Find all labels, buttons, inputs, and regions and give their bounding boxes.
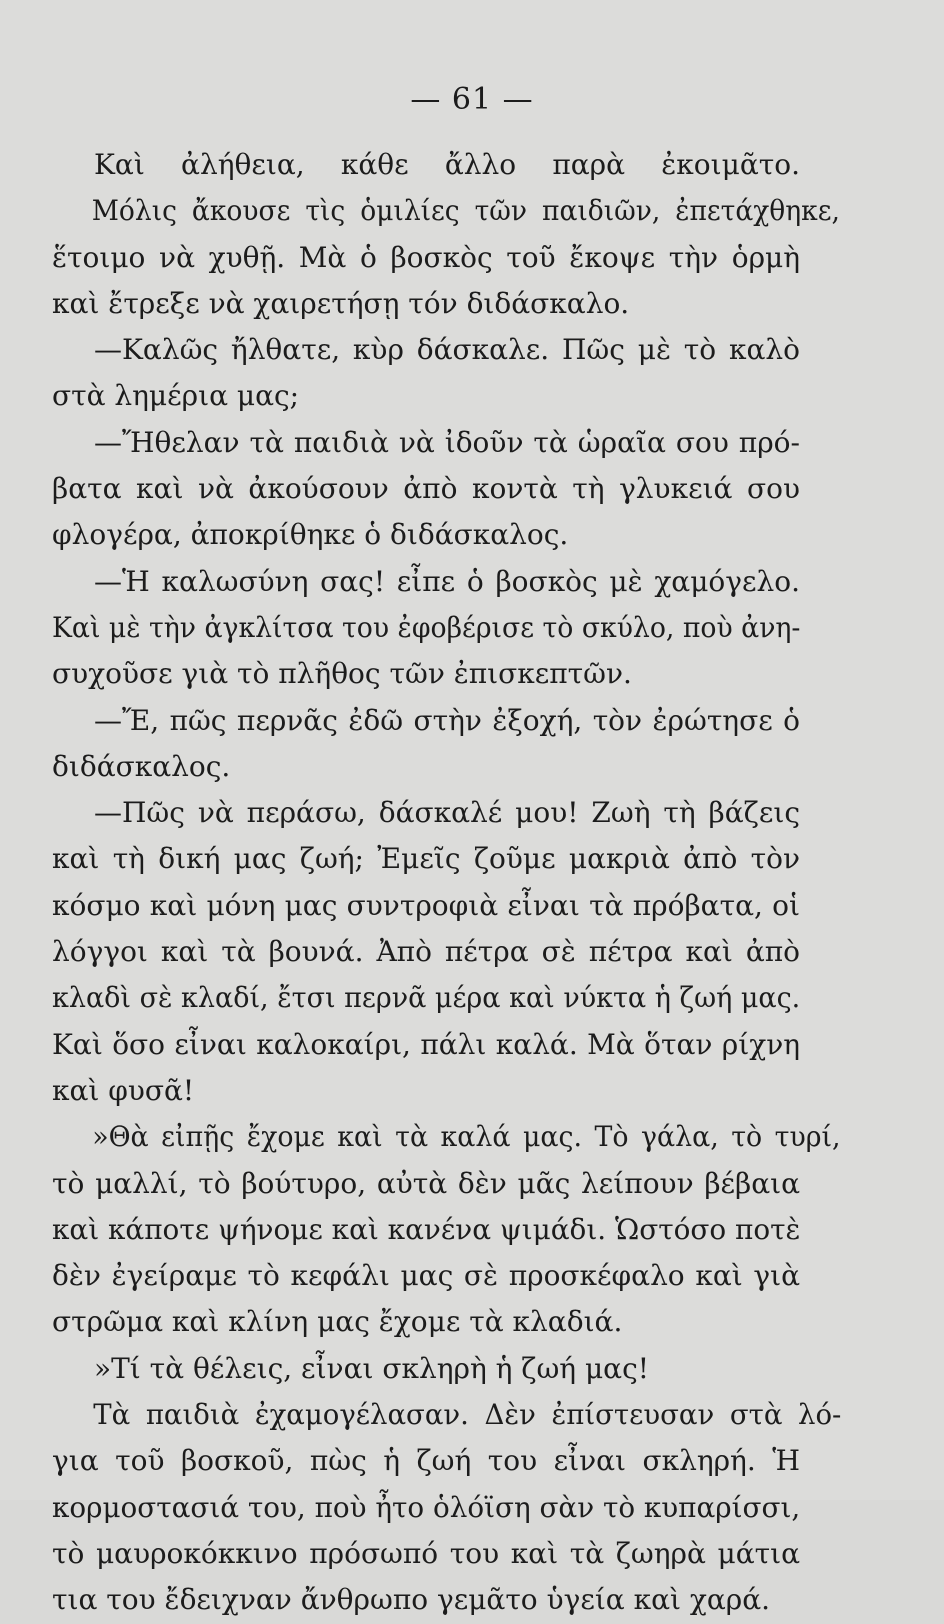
text-line: τὸ μαλλί, τὸ βούτυρο, αὐτὰ δὲν μᾶς λείπουν βέβαια — [52, 1166, 800, 1200]
text-line: ἕτοιμο νὰ χυθῇ. Μὰ ὁ βοσκὸς τοῦ ἔκοψε τὴν ὁρμὴ — [52, 240, 800, 274]
text-line: Καὶ ἀλήθεια, κάθε ἄλλο παρὰ ἐκοιμᾶτο. — [94, 148, 800, 181]
text-line: Καὶ ὅσο εἶναι καλοκαίρι, πάλι καλά. Μὰ ὅταν ρίχνη — [52, 1027, 800, 1061]
text-line: κλαδὶ σὲ κλαδί, ἔτσι περνᾶ μέρα καὶ νύκτα ἡ ζωή μας. — [52, 981, 801, 1015]
text-line: τὸ μαυροκόκκινο πρόσωπό του καὶ τὰ ζωηρὰ μάτια — [52, 1536, 800, 1570]
text-line: στὰ λημέρια μας; — [52, 379, 300, 413]
text-line: —Ἔ, πῶς περνᾶς ἐδῶ στὴν ἐξοχή, τὸν ἐρώτησε ὁ — [94, 703, 800, 737]
text-line: λόγγοι καὶ τὰ βουνά. Ἀπὸ πέτρα σὲ πέτρα καὶ ἀπὸ — [52, 935, 800, 969]
body-text — [52, 142, 842, 1624]
text-line: —Πῶς νὰ περάσω, δάσκαλέ μου! Ζωὴ τὴ βάζεις — [94, 796, 800, 830]
page-number: — 61 — — [410, 82, 534, 117]
text-line: καὶ κάποτε ψήνομε καὶ κανένα ψιμάδι. Ὡστόσο ποτὲ — [52, 1212, 801, 1246]
text-line: »Θὰ εἰπῇς ἔχομε καὶ τὰ καλά μας. Τὸ γάλα, τὸ τυρί, — [92, 1120, 841, 1154]
text-line: βατα καὶ νὰ ἀκούσουν ἀπὸ κοντὰ τὴ γλυκειά σου — [52, 472, 800, 506]
text-line: καὶ φυσᾶ! — [52, 1073, 195, 1107]
text-line: κόσμο καὶ μόνη μας συντροφιὰ εἶναι τὰ πρόβατα, οἱ — [52, 888, 800, 922]
text-line: φλογέρα, ἀποκρίθηκε ὁ διδάσκαλος. — [52, 518, 569, 552]
text-line: συχοῦσε γιὰ τὸ πλῆθος τῶν ἐπισκεπτῶν. — [52, 657, 632, 691]
text-line: τια του ἔδειχναν ἄνθρωπο γεμᾶτο ὑγεία καὶ χαρά. — [52, 1583, 771, 1617]
text-line: καὶ ἔτρεξε νὰ χαιρετήσῃ τόν διδάσκαλο. — [52, 286, 630, 320]
text-line: διδάσκαλος. — [52, 749, 231, 783]
text-line: δὲν ἐγείραμε τὸ κεφάλι μας σὲ προσκέφαλο καὶ γιὰ — [52, 1259, 800, 1293]
text-line: Τὰ παιδιὰ ἐχαμογέλασαν. Δὲν ἐπίστευσαν στὰ λό- — [93, 1398, 842, 1432]
text-line: Καὶ μὲ τὴν ἀγκλίτσα του ἐφοβέρισε τὸ σκύλο, ποὺ ἀνη- — [52, 610, 801, 644]
text-line: —Καλῶς ἤλθατε, κὺρ δάσκαλε. Πῶς μὲ τὸ καλὸ — [94, 333, 800, 367]
text-line: »Τί τὰ θέλεις, εἶναι σκληρὴ ἡ ζωή μας! — [94, 1351, 650, 1385]
text-line: —Ἡ καλωσύνη σας! εἶπε ὁ βοσκὸς μὲ χαμόγελο. — [94, 564, 800, 598]
text-line: στρῶμα καὶ κλίνη μας ἔχομε τὰ κλαδιά. — [52, 1305, 623, 1339]
text-line: Μόλις ἄκουσε τὶς ὁμιλίες τῶν παιδιῶν, ἐπετάχθηκε, — [91, 194, 840, 228]
text-line: για τοῦ βοσκοῦ, πὼς ἡ ζωή του εἶναι σκληρή. Ἡ — [52, 1444, 800, 1478]
text-line: κορμοστασιά του, ποὺ ἦτο ὁλόϊση σὰν τὸ κυπαρίσσι, — [52, 1490, 801, 1524]
text-line: —Ἤθελαν τὰ παιδιὰ νὰ ἰδοῦν τὰ ὡραῖα σου πρό- — [94, 425, 800, 459]
text-line: καὶ τὴ δική μας ζωή; Ἐμεῖς ζοῦμε μακριὰ ἀπὸ τὸν — [52, 842, 800, 876]
